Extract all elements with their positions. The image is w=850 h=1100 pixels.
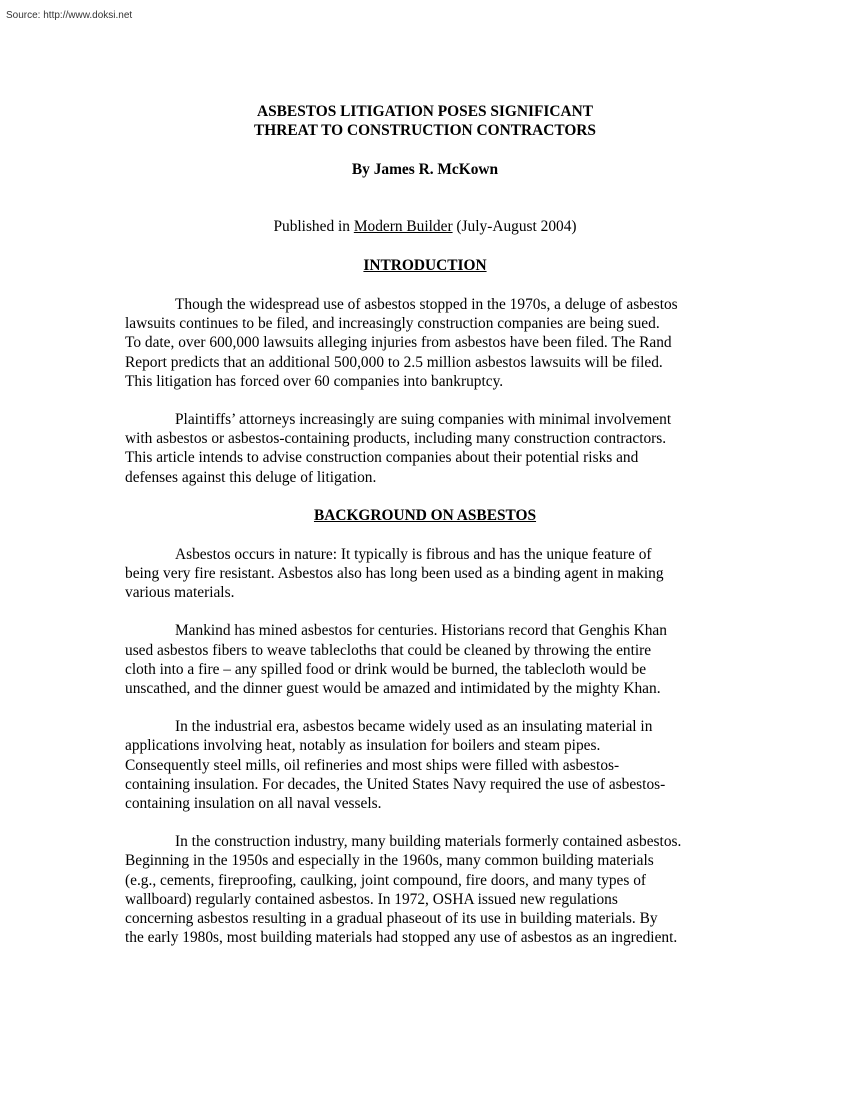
text-line: This article intends to advise construction companies about their potential risks and bbox=[125, 449, 639, 467]
text-line: concerning asbestos resulting in a gradual phaseout of its use in building materials. By bbox=[125, 910, 658, 928]
text-line: containing insulation on all naval vessels. bbox=[125, 795, 382, 813]
text-line: Asbestos occurs in nature: It typically is fibrous and has the unique feature of bbox=[175, 545, 652, 563]
text-line: containing insulation. For decades, the United States Navy required the use of asbestos- bbox=[125, 775, 666, 793]
text-line: cloth into a fire – any spilled food or drink would be burned, the tablecloth would be bbox=[125, 660, 647, 678]
background-paragraph-2 bbox=[125, 621, 725, 698]
text-line: To date, over 600,000 lawsuits alleging injuries from asbestos have been filed. The Rand bbox=[125, 334, 672, 352]
publication-info bbox=[125, 217, 725, 236]
text-line: unscathed, and the dinner guest would be amazed and intimidated by the mighty Khan. bbox=[125, 680, 661, 698]
text-line: Report predicts that an additional 500,000 to 2.5 million asbestos lawsuits will be filed. bbox=[125, 353, 663, 371]
published-suffix: (July-August 2004) bbox=[452, 218, 577, 235]
text-line: In the industrial era, asbestos became widely used as an insulating material in bbox=[175, 718, 653, 736]
background-paragraph-1 bbox=[125, 545, 725, 603]
text-line: Though the widespread use of asbestos stopped in the 1970s, a deluge of asbestos bbox=[175, 296, 678, 313]
publication-name: Modern Builder bbox=[353, 218, 453, 235]
text-line: lawsuits continues to be filed, and increasingly construction companies are being sued. bbox=[125, 315, 660, 333]
article-title bbox=[125, 102, 725, 140]
text-line: being very fire resistant. Asbestos also has long been used as a binding agent in making bbox=[125, 565, 664, 583]
text-line: This litigation has forced over 60 companies into bankruptcy. bbox=[125, 372, 504, 390]
text-line: defenses against this deluge of litigation. bbox=[125, 468, 377, 486]
background-paragraph-3 bbox=[125, 717, 725, 813]
text-line: (e.g., cements, fireproofing, caulking, joint compound, fire doors, and many types of bbox=[125, 871, 647, 889]
published-prefix: Published in bbox=[273, 218, 354, 235]
text-line: Consequently steel mills, oil refineries and most ships were filled with asbestos- bbox=[125, 756, 620, 774]
intro-paragraph-1 bbox=[125, 295, 725, 391]
title-line-2: THREAT TO CONSTRUCTION CONTRACTORS bbox=[254, 122, 596, 139]
background-paragraph-4 bbox=[125, 832, 725, 947]
text-line: various materials. bbox=[125, 584, 235, 602]
text-line: applications involving heat, notably as insulation for boilers and steam pipes. bbox=[125, 737, 601, 755]
author-byline: By James R. McKown bbox=[351, 161, 499, 178]
text-line: the early 1980s, most building materials had stopped any use of asbestos as an ingredient. bbox=[125, 929, 678, 947]
introduction-heading: INTRODUCTION bbox=[363, 257, 487, 274]
text-line: Mankind has mined asbestos for centuries. Historians record that Genghis Khan bbox=[175, 622, 667, 640]
background-heading: BACKGROUND ON ASBESTOS bbox=[313, 506, 537, 524]
text-line: wallboard) regularly contained asbestos. In 1972, OSHA issued new regulations bbox=[125, 890, 618, 908]
text-line: used asbestos fibers to weave tablecloths that could be cleaned by throwing the entire bbox=[125, 641, 652, 659]
article-page bbox=[125, 102, 725, 947]
text-line: Beginning in the 1950s and especially in the 1960s, many common building materials bbox=[125, 852, 654, 870]
intro-paragraph-2 bbox=[125, 410, 725, 487]
title-line-1: ASBESTOS LITIGATION POSES SIGNIFICANT bbox=[256, 103, 593, 120]
text-line: Plaintiffs’ attorneys increasingly are suing companies with minimal involvement bbox=[175, 411, 672, 429]
text-line: with asbestos or asbestos-containing products, including many construction contractors. bbox=[125, 430, 667, 448]
source-note: Source: http://www.doksi.net bbox=[6, 10, 133, 21]
text-line: In the construction industry, many building materials formerly contained asbestos. bbox=[175, 833, 682, 851]
